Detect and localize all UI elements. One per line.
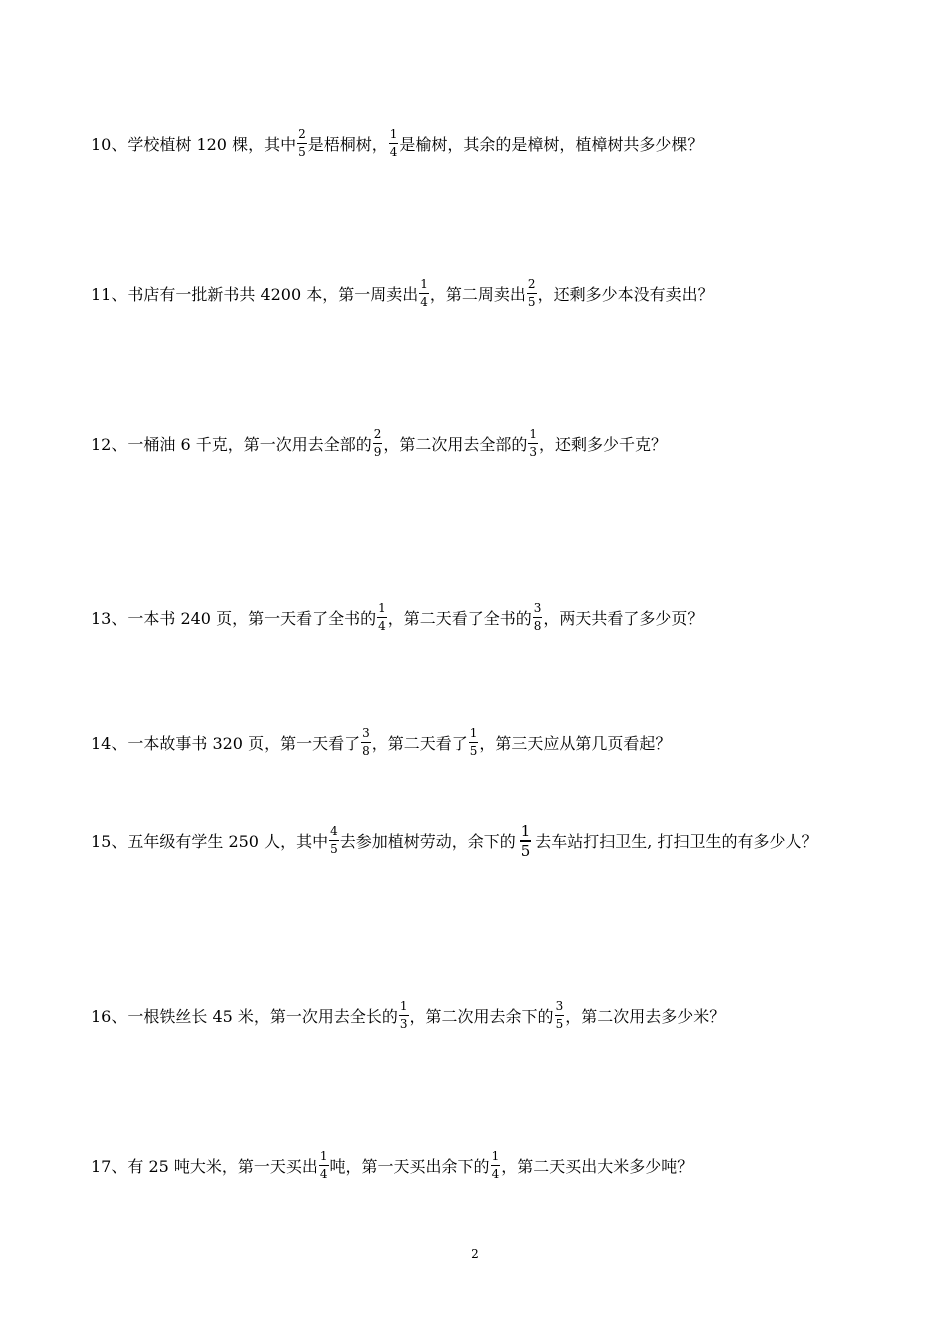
fraction-numerator: 1 [319,1148,329,1166]
fraction-denominator: 3 [399,1017,408,1031]
fraction-numerator: 3 [533,600,543,618]
fraction [377,600,387,635]
problem-text: 12、一桶油 6 千克，第一次用去全部的 [91,435,372,454]
fraction-numerator: 1 [469,725,479,743]
problem-text: 是梧桐树， [307,135,388,154]
problem-10 [91,128,703,163]
fraction [329,823,339,858]
problem-text: ，第二天买出大米多少吨？ [501,1157,694,1176]
problem-text: ，第二次用去多少米？ [565,1007,726,1026]
fraction-denominator: 5 [527,295,536,309]
problem-15 [91,823,866,862]
problem-text: ，第二次用去余下的 [409,1007,554,1026]
fraction [491,1148,501,1183]
page-number: 2 [471,1247,479,1261]
fraction [469,725,479,760]
problem-text: 14、一本故事书 320 页，第一天看了 [91,734,361,753]
fraction-numerator: 1 [491,1148,501,1166]
fraction-denominator: 4 [389,145,398,159]
problem-text: ，还剩多少千克？ [539,435,668,454]
fraction [527,276,537,311]
fraction-numerator: 1 [520,821,531,840]
fraction-denominator: 5 [469,744,478,758]
fraction-denominator: 4 [420,295,428,309]
fraction-numerator: 1 [528,426,538,444]
problem-12 [91,428,667,463]
problem-text: 17、有 25 吨大米，第一天买出 [91,1157,318,1176]
problem-text: ，第二次用去全部的 [383,435,528,454]
fraction [297,126,307,161]
problem-text: ，两天共看了多少页？ [543,609,704,628]
fraction [373,426,383,461]
fraction [389,126,399,161]
problem-14 [91,727,671,762]
problem-text: ，第二天看了全书的 [387,609,532,628]
problem-text: 吨，第一天买出余下的 [329,1157,490,1176]
problem-16 [91,1000,725,1035]
fraction-numerator: 1 [389,126,399,144]
fraction-denominator: 4 [319,1167,328,1181]
problem-text: 15、五年级有学生 250 人，其中 [91,832,329,851]
fraction-numerator: 1 [377,600,387,618]
problem-11 [91,278,714,313]
fraction-numerator: 4 [329,823,339,841]
fraction [555,998,565,1033]
fraction-denominator: 9 [373,445,382,459]
problem-text: 去参加植树劳动，余下的 [339,832,516,851]
fraction-denominator: 3 [529,445,538,459]
problem-text: 10、学校植树 120 棵，其中 [91,135,297,154]
fraction-numerator: 2 [297,126,307,144]
problem-text: ，第三天应从第几页看起？ [479,734,672,753]
fraction-denominator: 5 [555,1017,564,1031]
fraction-denominator: 5 [298,145,306,159]
problem-text: ，还剩多少本没有卖出？ [537,285,714,304]
fraction [319,1148,329,1183]
problem-text: 是榆树，其余的是樟树，植樟树共多少棵？ [399,135,704,154]
fraction-numerator: 2 [373,426,383,444]
fraction [528,426,538,461]
fraction [520,822,532,860]
problem-text: 16、一根铁丝长 45 米，第一次用去全长的 [91,1007,398,1026]
fraction-denominator: 8 [533,619,542,633]
problem-13 [91,602,703,637]
problem-text: 13、一本书 240 页，第一天看了全书的 [91,609,377,628]
fraction [361,725,371,760]
fraction-denominator: 5 [330,842,338,856]
fraction [533,600,543,635]
problem-text: ，第二天看了 [371,734,468,753]
fraction-denominator: 5 [520,841,531,860]
fraction-denominator: 4 [378,619,386,633]
fraction-numerator: 1 [419,276,429,294]
fraction-numerator: 3 [361,725,371,743]
fraction [399,998,409,1033]
fraction [419,276,429,311]
fraction-numerator: 1 [399,998,409,1016]
fraction-numerator: 2 [527,276,537,294]
problem-text: 11、书店有一批新书共 4200 本，第一周卖出 [91,285,419,304]
problem-text: 去车站打扫卫生, 打扫卫生的有多少人？ [535,832,818,851]
fraction-denominator: 8 [362,744,370,758]
fraction-denominator: 4 [491,1167,500,1181]
problem-17 [91,1150,693,1185]
fraction-numerator: 3 [555,998,565,1016]
problem-text: ，第二周卖出 [429,285,526,304]
